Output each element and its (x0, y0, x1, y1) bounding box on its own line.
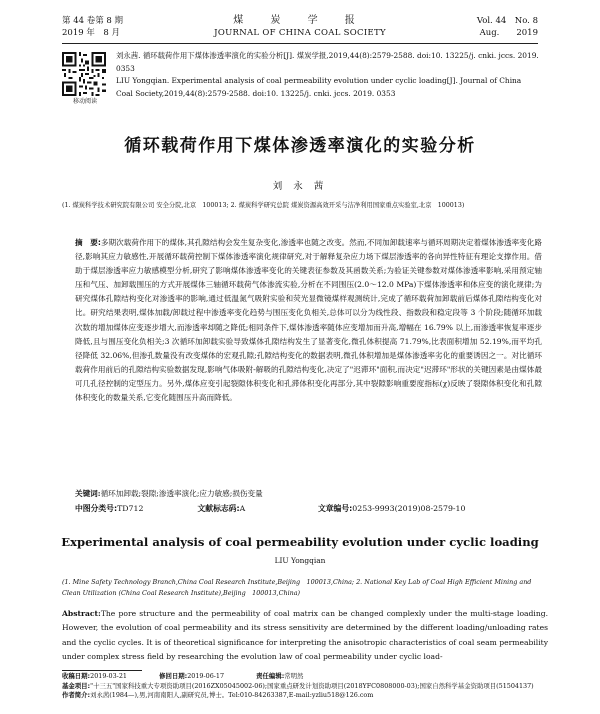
abstract-en-text: The pore structure and the permeability of coal matrix can be changed complexly under the multi-stage loading. However, the evolution of coal permeability and its stress sensitivity are determined by the different loading/unloading rates and the cyclic cycles. It is of theoretical significance for interpreting the anisotropic characteristics of coal seam permeability under complex stress field by researching the evolution law of coal permeability under cyclic load- (62, 609, 548, 661)
document-code: 文献标志码:A (197, 504, 246, 513)
header-date: 2019 年 8 月 (62, 28, 120, 38)
keywords-cn (75, 488, 542, 500)
qr-code-icon (62, 52, 106, 96)
abstract-cn (75, 236, 542, 405)
header-date-en: Aug. 2019 (479, 28, 538, 38)
footnote-author: 作者简介:刘永茜(1984—),男,河南南阳人,副研究员,博士。Tel:010-84263387,E-mail:yzliu518@126.com (62, 691, 374, 700)
author-name-cn: 刘 永 茜 (272, 181, 328, 192)
footnote-fund: 基金项目:"十三五"国家科技重大专项资助项目(2016ZX05045002-06);国家重点研发计划资助项目(2018YFC0808000-03);国家自然科学基金资助项目(51504137) (62, 681, 534, 690)
abstract-en-label: Abstract: (62, 609, 101, 618)
keywords-cn-text: 循环加卸载;裂隙;渗透率演化;应力敏感;损伤变量 (100, 489, 263, 498)
citation-block (116, 50, 540, 100)
footnotes (62, 672, 542, 701)
classification-row (75, 503, 542, 515)
clc-number: 中图分类号:TD712 (75, 504, 144, 513)
header-journal-name-cn: 煤 炭 学 报 (233, 15, 367, 26)
article-number: 文章编号:0253-9993(2019)08-2579-10 (317, 504, 466, 513)
qr-caption: 移动阅读 (72, 98, 97, 105)
affiliation-en: (1. Mine Safety Technology Branch,China Coal Research Institute,Beijing 100013,China; 2. National Key Lab of Coal High Efficient Mining and Clean Utilization (China Coal Research Institute),Beijing 100013,China) (62, 578, 532, 597)
paper-title-cn: 循环载荷作用下煤体渗透率演化的实验分析 (124, 136, 476, 156)
abstract-en (62, 607, 548, 664)
footnote-divider (62, 670, 142, 671)
author-name-en: LIU Yongqian (274, 556, 326, 565)
journal-header (62, 15, 538, 43)
header-volume-en: Vol. 44 No. 8 (476, 16, 538, 26)
header-volume: 第 44 卷第 8 期 (62, 16, 124, 26)
header-journal-name (62, 15, 538, 39)
affiliation-cn: (1. 煤炭科学技术研究院有限公司 安全分院,北京 100013; 2. 煤炭科学研究总院 煤炭资源高效开采与洁净利用国家重点实验室,北京 100013) (62, 202, 465, 209)
citation-cn: 刘永茜. 循环载荷作用下煤体渗透率演化的实验分析[J]. 煤炭学报,2019,44(8):2579-2588. doi:10. 13225/j. cnki. jccs. 2019. 0353 (116, 51, 539, 73)
keywords-cn-label: 关键词: (75, 489, 101, 498)
citation-en: LIU Yongqian. Experimental analysis of coal permeability evolution under cyclic loading[J]. Journal of China Coal Society,2019,44(8):2579-2588. doi:10. 13225/j. cnki. jccs. 2019. 0353 (116, 76, 522, 98)
abstract-cn-label: 摘 要: (75, 238, 101, 247)
footnote-dates: 收稿日期:2019-03-21 修回日期:2019-06-17 责任编辑:常明然 (62, 672, 304, 680)
paper-title-en: Experimental analysis of coal permeability evolution under cyclic loading (61, 535, 539, 549)
header-journal-name-en: JOURNAL OF CHINA COAL SOCIETY (214, 28, 386, 38)
header-issue-info-en (477, 15, 538, 39)
header-divider (62, 43, 538, 44)
abstract-cn-text: 多期次载荷作用下的煤体,其孔隙结构会发生复杂变化,渗透率也随之改变。然而,不同加卸载速率与循环周期决定着煤体渗透率变化路径,影响其应力敏感性,开展循环载荷控制下煤体渗透率演化规律研究,对于解释复杂应力场下煤层渗透率的各向异性特征有理论支撑作用。借助于煤层渗透率应力敏感模型分析,研究了影响煤体渗透率变化的关键表征参数及其函数关系;为验证关键参数对煤体渗透率影响,采用预定轴压和气压、加卸载围压的方式开展煤体三轴循环载荷气体渗流实验,分析在不同围压(2.0～12.0 MPa)下煤体渗透率和体应变的演化规律;为研究煤体孔隙结构变化对渗透率的影响,通过低温氮气吸附实验和荧光显微镜煤样观测统计,完成了循环载荷加卸载前后煤体孔隙结构变化对比。研究结果表明,煤体加载/卸载过程中渗透率变化趋势与围压变化负相关,总体可以分为线性段、指数段和稳定段等 3 个阶段;随循环加载次数的增加煤体应变逐步增大,而渗透率却随之降低;相同条件下,煤体渗透率随体应变增加而升高,增幅在 16.79% 以上,而渗透率恢复率逐步降低,且与围压变化负相关;3 次循环加卸载实验导致煤体孔隙结构发生了显著变化,微孔体积提高 71.79%,比表面积增加 52.19%,而平均孔径降低 32.06%,但渗孔数量没有改变煤体的宏观孔隙;孔隙结构变化的数据表明,微孔体积增加是煤体渗透率劣化的重要诱因之一。对比循环载荷作用前后的孔隙结构实验数据发现,影响气体吸附-解吸的孔隙结构变化,决定了"迟滞环"面积,而决定"迟滞环"形状的关键因素是由煤体最可几孔径控制的定型压力。另外,煤体应变引起裂隙体积变化和孔滞体积变化再部分,其中裂隙影响重要度指标(χ)反映了裂隙体积变化和孔隙体积变化的数量关系,它变化随围压升高而降低。 (75, 238, 542, 403)
